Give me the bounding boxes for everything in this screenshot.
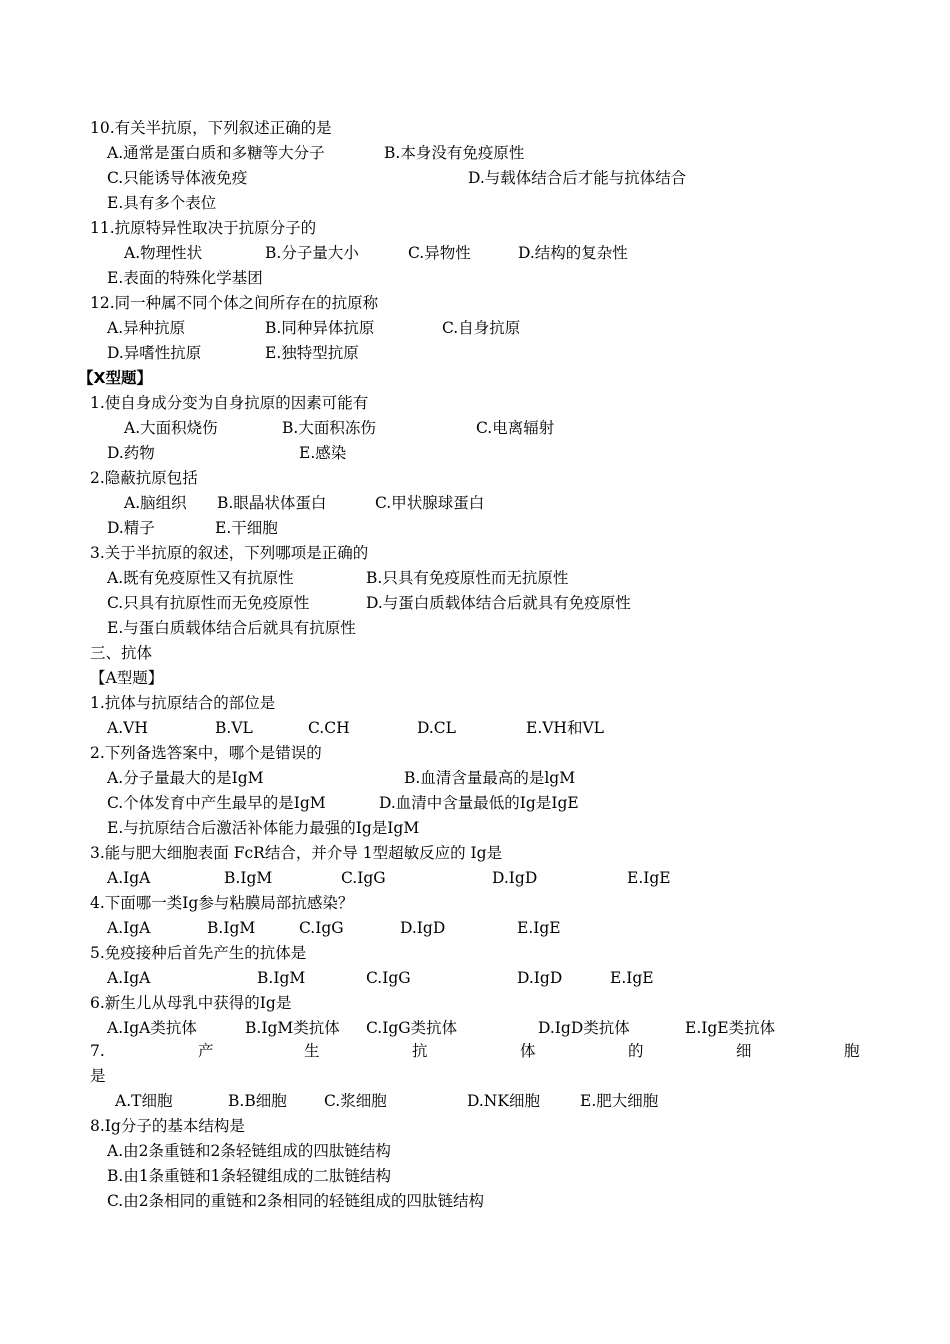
option-e: E.VH和VL [526, 719, 604, 737]
question-stem: 8.Ig分子的基本结构是 [90, 1117, 245, 1135]
option-d: D.与蛋白质载体结合后就具有免疫原性 [366, 594, 631, 612]
question-stem: 10.有关半抗原，下列叙述正确的是 [90, 119, 332, 137]
question-stem-part: 是 [90, 1067, 106, 1085]
option-d: D.CL [417, 719, 456, 737]
option-a: A.既有免疫原性又有抗原性 [107, 569, 294, 587]
option-a: A.异种抗原 [107, 319, 186, 337]
option-a: A.分子量最大的是IgM [107, 769, 264, 787]
option-a: A.IgA类抗体 [107, 1019, 197, 1037]
option-d: D.IgD [517, 969, 563, 987]
option-e: E.感染 [299, 444, 347, 462]
question-stem-part: 生 [304, 1042, 320, 1060]
option-a: A.VH [107, 719, 148, 737]
option-b: B.血清含量最高的是lgM [404, 769, 576, 787]
option-d: D.结构的复杂性 [518, 244, 628, 262]
option-c: C.只具有抗原性而无免疫原性 [107, 594, 310, 612]
option-a: A.由2条重链和2条轻链组成的四肽链结构 [107, 1142, 391, 1160]
question-stem: 1.抗体与抗原结合的部位是 [90, 694, 276, 712]
question-stem-part: 产 [198, 1042, 214, 1060]
option-d: D.精子 [107, 519, 155, 537]
option-b: B.IgM [207, 919, 256, 937]
option-b: B.IgM [257, 969, 306, 987]
section-heading-x-type: 【X型题】 [78, 369, 152, 387]
option-c: C.IgG类抗体 [366, 1019, 458, 1037]
option-a: A.IgA [107, 869, 151, 887]
option-b: B.IgM [224, 869, 273, 887]
question-stem: 3.关于半抗原的叙述，下列哪项是正确的 [90, 544, 369, 562]
question-stem-part: 细 [736, 1042, 752, 1060]
option-c: C.IgG [299, 919, 344, 937]
option-b: B.只具有免疫原性而无抗原性 [366, 569, 569, 587]
option-a: A.IgA [107, 969, 151, 987]
question-stem: 6.新生儿从母乳中获得的Ig是 [90, 994, 292, 1012]
option-b: B.IgM类抗体 [245, 1019, 340, 1037]
option-b: B.大面积冻伤 [282, 419, 376, 437]
option-d: D.药物 [107, 444, 155, 462]
option-c: C.只能诱导体液免疫 [107, 169, 248, 187]
question-stem-part: 7. [90, 1042, 105, 1060]
option-e: E.独特型抗原 [265, 344, 359, 362]
option-a: A.大面积烧伤 [124, 419, 218, 437]
option-a: A.脑组织 [124, 494, 187, 512]
option-c: C.CH [308, 719, 350, 737]
question-stem-part: 抗 [412, 1042, 428, 1060]
option-c: C.自身抗原 [442, 319, 521, 337]
option-d: D.IgD [492, 869, 538, 887]
option-d: D.与载体结合后才能与抗体结合 [468, 169, 687, 187]
option-a: A.IgA [107, 919, 151, 937]
option-e: E.IgE [610, 969, 654, 987]
option-e: E.与蛋白质载体结合后就具有抗原性 [107, 619, 356, 637]
option-b: B.VL [215, 719, 253, 737]
option-a: A.T细胞 [115, 1092, 173, 1110]
option-e: E.IgE [627, 869, 671, 887]
question-stem: 2.隐蔽抗原包括 [90, 469, 198, 487]
option-d: D.IgD类抗体 [538, 1019, 630, 1037]
option-c: C.异物性 [408, 244, 471, 262]
option-b: B.同种异体抗原 [265, 319, 375, 337]
option-e: E.表面的特殊化学基团 [107, 269, 263, 287]
option-a: A.物理性状 [124, 244, 203, 262]
option-d: D.血清中含量最低的Ig是IgE [379, 794, 579, 812]
question-stem: 11.抗原特异性取决于抗原分子的 [90, 219, 317, 237]
option-c: C.浆细胞 [324, 1092, 387, 1110]
option-b: B.由1条重链和1条轻键组成的二肽链结构 [107, 1167, 392, 1185]
question-stem-part: 的 [628, 1042, 644, 1060]
option-e: E.具有多个表位 [107, 194, 217, 212]
option-e: E.肥大细胞 [580, 1092, 659, 1110]
option-e: E.与抗原结合后激活补体能力最强的Ig是IgM [107, 819, 420, 837]
option-b: B.本身没有免疫原性 [384, 144, 525, 162]
question-stem: 1.使自身成分变为自身抗原的因素可能有 [90, 394, 369, 412]
option-a: A.通常是蛋白质和多糖等大分子 [107, 144, 325, 162]
option-c: C.IgG [366, 969, 411, 987]
option-e: E.IgE [517, 919, 561, 937]
section-title: 三、抗体 [90, 644, 153, 662]
option-d: D.NK细胞 [467, 1092, 540, 1110]
option-d: D.异嗜性抗原 [107, 344, 202, 362]
option-b: B.分子量大小 [265, 244, 359, 262]
option-c: C.IgG [341, 869, 386, 887]
question-stem: 3.能与肥大细胞表面 FcR结合，并介导 1型超敏反应的 Ig是 [90, 844, 503, 862]
question-stem: 12.同一种属不同个体之间所存在的抗原称 [90, 294, 379, 312]
section-heading-a-type: 【A型题】 [90, 669, 164, 687]
question-stem: 2.下列备选答案中，哪个是错误的 [90, 744, 322, 762]
option-c: C.甲状腺球蛋白 [375, 494, 485, 512]
option-b: B.眼晶状体蛋白 [217, 494, 327, 512]
option-c: C.电离辐射 [476, 419, 555, 437]
option-b: B.B细胞 [228, 1092, 287, 1110]
option-c: C.个体发育中产生最早的是IgM [107, 794, 326, 812]
question-stem: 5.免疫接种后首先产生的抗体是 [90, 944, 307, 962]
option-e: E.干细胞 [215, 519, 278, 537]
question-stem: 4.下面哪一类Ig参与粘膜局部抗感染？ [90, 894, 354, 912]
option-d: D.IgD [400, 919, 446, 937]
question-stem-part: 胞 [844, 1042, 860, 1060]
question-stem-part: 体 [520, 1042, 536, 1060]
option-e: E.IgE类抗体 [685, 1019, 776, 1037]
option-c: C.由2条相同的重链和2条相同的轻链组成的四肽链结构 [107, 1192, 484, 1210]
